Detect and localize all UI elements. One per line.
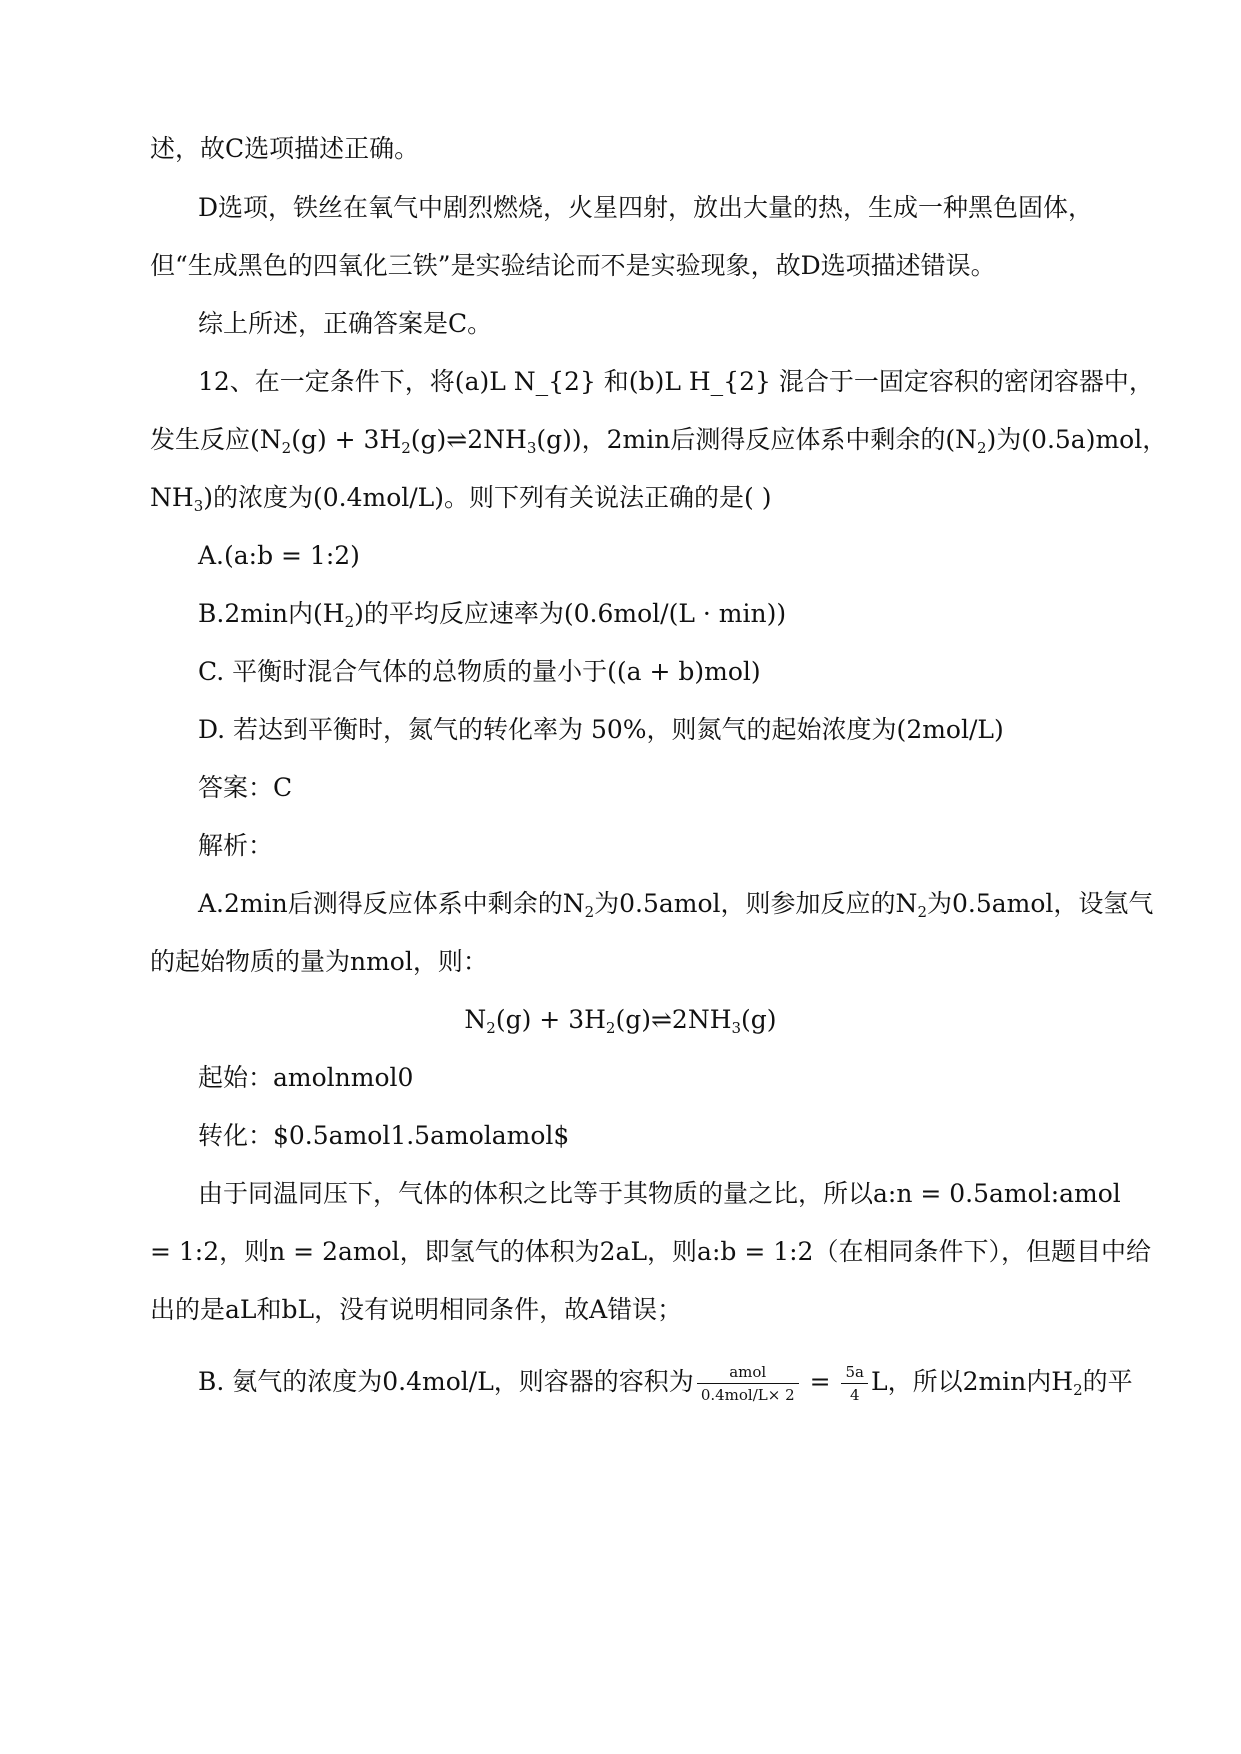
reaction-equation: $N_2(g)$ + $3H_2(g)\rightleftharpoons 2NH_3(g)$ [464,1005,777,1037]
fraction: $\frac{\text{amol}}{\text{0.4mol/L× 2}}$ [697,1362,799,1405]
option-a: A.(a:b = 1:2) [198,541,360,570]
paragraph-line: 但“生成黑色的四氧化三铁”是实验结论而不是实验现象，故D选项描述错误。 [150,251,996,280]
option-d: D. 若达到平衡时，氮气的转化率为 50%，则氮气的起始浓度为(2mol/L) [198,715,1004,744]
analysis-line: A.2min后测得反应体系中剩余的$N_2$为0.5amol，则参加反应的$N_2$为0.5amol，设氢气 [198,889,1154,921]
analysis-line: 由于同温同压下，气体的体积之比等于其物质的量之比，所以a:n = 0.5amol:amol [198,1179,1121,1208]
analysis-line: 出的是aL和bL，没有说明相同条件，故A错误； [150,1295,683,1324]
analysis-heading: 解析： [198,831,274,860]
question-stem-line: 12、在一定条件下，将(a)L N_{2} 和(b)L H_{2} 混合于一固定容积的密闭容器中， [198,367,1154,396]
analysis-line: 转化：$0.5amol1.5amolamol$ [198,1121,570,1150]
paragraph-line: 述，故C选项描述正确。 [150,134,420,163]
analysis-line: 的起始物质的量为nmol，则： [150,947,488,976]
option-b: B.2min内$(H_2)$的平均反应速率为(0.6mol/(L · min)) [198,599,787,631]
fraction: $\frac{5a}{4}$ [841,1362,868,1405]
option-c: C. 平衡时混合气体的总物质的量小于((a + b)mol) [198,657,761,686]
analysis-line: B. 氨气的浓度为0.4mol/L，则容器的容积为 $\frac{\text{amol}}{\text{0.4mol/L× 2}}$ = $\frac{5a}{4}$ L，所以2min内$H_2$的平 [198,1363,1133,1404]
paragraph-line: D选项，铁丝在氧气中剧烈燃烧，火星四射，放出大量的热，生成一种黑色固体， [198,193,1094,222]
question-stem-line: $NH_3$)的浓度为(0.4mol/L)。则下列有关说法正确的是( ) [150,483,772,515]
analysis-line: = 1:2，则n = 2amol，即氢气的体积为2aL，则a:b = 1:2（在相同条件下），但题目中给 [150,1237,1151,1266]
question-stem-line: 发生反应($N_2(g)$ + $3H_2(g)\rightleftharpoons 2NH_3(g)$)，2min后测得反应体系中剩余的$(N_2)$为(0.5a)mol， [150,425,1168,457]
analysis-line: 起始：amolnmol0 [198,1063,414,1092]
paragraph-line: 综上所述，正确答案是C。 [198,309,493,338]
answer-line: 答案：C [198,773,293,802]
